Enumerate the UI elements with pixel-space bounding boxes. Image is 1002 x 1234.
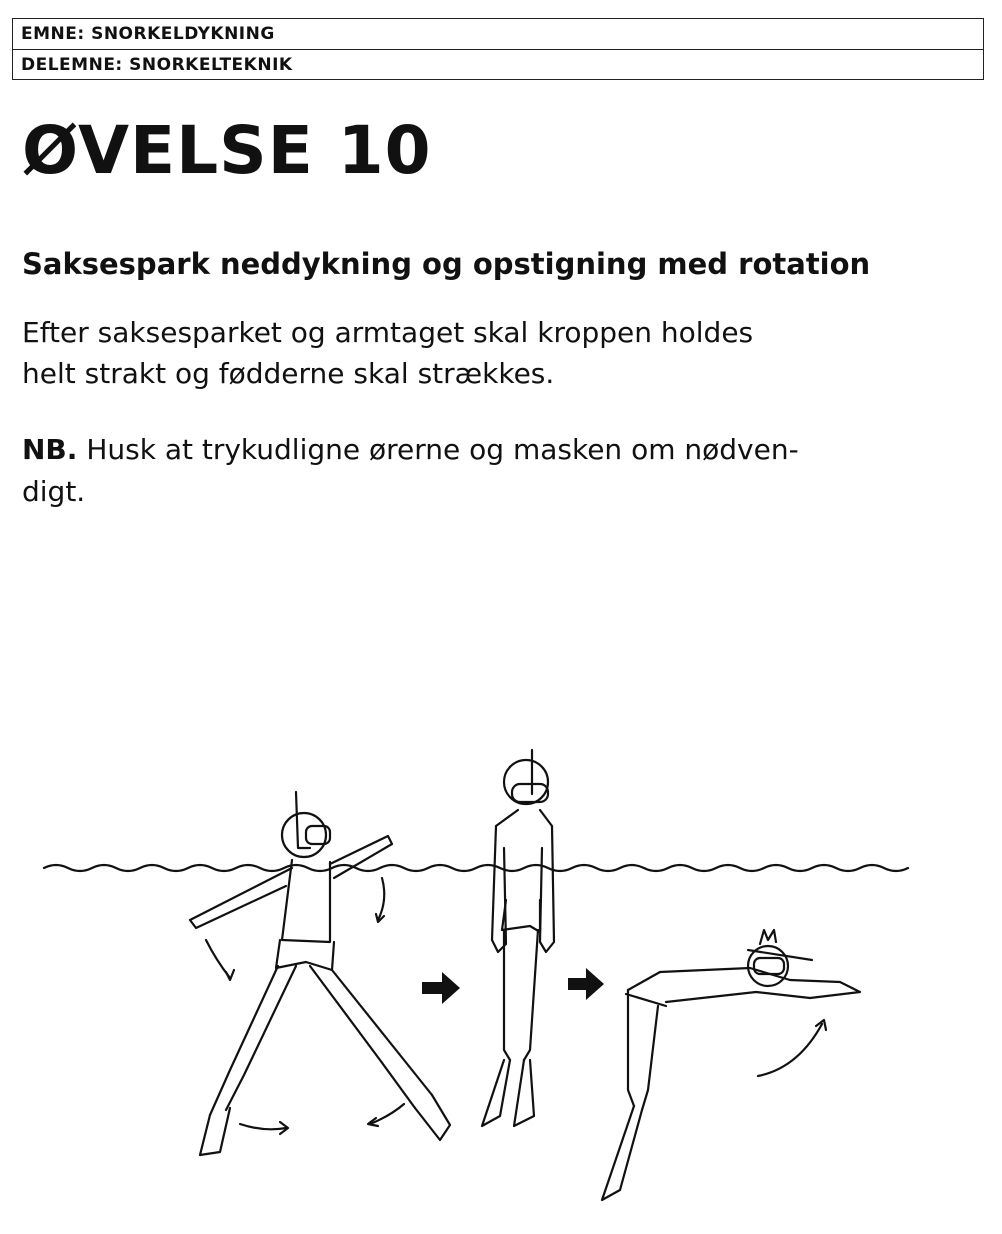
note-line-2: digt. — [22, 475, 86, 508]
instruction-text — [22, 312, 952, 394]
header-subtopic: DELEMNE: SNORKELTEKNIK — [13, 49, 983, 79]
exercise-title: ØVELSE 10 — [22, 112, 432, 189]
snorkeler-scissor-kick-figure — [190, 792, 450, 1155]
header-topic: EMNE: SNORKELDYKNING — [21, 24, 275, 44]
instruction-line-1: Efter saksesparket og armtaget skal kroppen holdes — [22, 316, 754, 349]
right-arrow-icon — [422, 972, 460, 1004]
water-surface-line — [44, 865, 908, 871]
right-arrow-icon — [568, 968, 604, 1000]
snorkeler-rotating-figure — [602, 930, 860, 1200]
note-label: NB. — [22, 433, 78, 466]
note-line-1: Husk at trykudligne ørerne og masken om nødven- — [77, 433, 799, 466]
snorkeler-vertical-figure — [482, 750, 554, 1126]
note-text — [22, 429, 952, 513]
exercise-subtitle: Saksespark neddykning og opstigning med rotation — [22, 247, 871, 281]
header-box — [12, 18, 984, 80]
instruction-line-2: helt strakt og fødderne skal strækkes. — [22, 357, 555, 390]
snorkeling-illustration — [30, 730, 930, 1220]
